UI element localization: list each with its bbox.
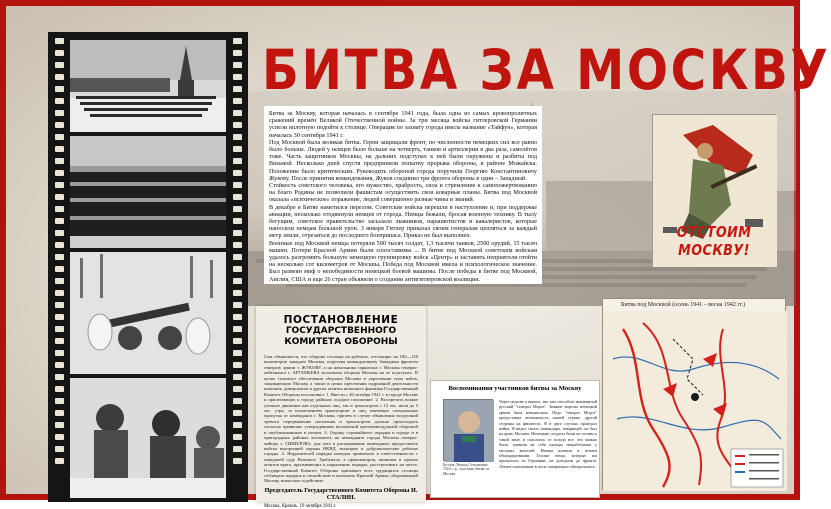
gko-decree-document	[256, 306, 426, 509]
history-paragraph: Битва за Москву, которая началась в сентябре 1941 года, была одна из самых кровопролитных сражений времён Великой Отечественной войны. За три месяца войска гитлеровской Германии успели вплотную подойти к столице. Операция по захвату города имела название «Тайфун», которая началась 30 сентября 1941 г.	[269, 110, 537, 139]
film-strip	[48, 32, 248, 502]
film-perforations-right	[229, 32, 245, 502]
decree-signature: Председатель Государственного Комитета Обороны И. СТАЛИН.	[264, 486, 418, 502]
map-graphic	[603, 299, 787, 491]
poster-slogan: ОТСТОИМ МОСКВУ!	[676, 223, 752, 259]
map-caption: Битва под Москвой (осень 1941 – весна 1942 гг.)	[621, 302, 746, 308]
photo-parade-red-square	[70, 40, 226, 132]
poster-board	[6, 6, 831, 509]
history-paragraph: Военные под Москвой немцы потеряли 500 тысяч солдат, 1,3 тысячи танков, 2500 орудий, 15 тысяч машин. Потери Красной Армии были сопоставимы ... В битве под Москвой советским войскам удалось разгромить большую немецкую группировку войск «Центр» и заставить неприятеля отойти на несколько сот километров от Москвы. Победа под Москвой имела и психологическое значение. Был развеян миф о непобедимости немецкой боевой машины. После победы в битве под Москвой, Англия, США и еще 26 стран объявили о создании антигитлеровской коалиции.	[269, 239, 537, 283]
page-title: БИТВА ЗА МОСКВУ	[262, 38, 831, 102]
veteran-memoir	[430, 380, 600, 498]
memoir-heading: Воспоминания участников битвы за Москву	[448, 385, 582, 392]
battle-map	[602, 298, 786, 490]
history-text-block	[264, 106, 542, 284]
history-paragraph: Под Москвой была великая битва. Герои защищали фронт, по численности немецких сил все равно было больше. Людей у немцев было больше на четверть, танков и артиллерии в два раза, самолётов тоже. Часть защитников Москвы, на дальних подступах к ней были окружены и разбиты под Вязьмой. Несколько дней спустя предприняли попытку прорыва обороны, в районе Можайска. Положение было критическим. Руководить обороной города поручили Георгию Константиновичу Жукову. После принятия командования, Жуков соединил три фронта обороны в один – Западный.	[269, 138, 537, 182]
photo-soldiers-in-trench	[70, 378, 226, 498]
history-paragraph: Стойкость советского человека, его мужество, храбрость, сила и стремление к самопожертвованию на благо Родины не позволили фашистам осуществить свои коварные планы. Битва под Москвой оказала «психическое» поражение, людей совершенно разные чины и званий.	[269, 182, 537, 204]
film-perforations-left	[51, 32, 67, 502]
decree-subheading: ГОСУДАРСТВЕННОГО КОМИТЕТА ОБОРОНЫ	[284, 326, 398, 347]
memoir-text: Через неделю я вышел, мы там способом знаменитый русский "генерал Мороз". Зимние морозы немецкой армии была невыносима. Подо "генерал Мороз" предоставил возможность нашей стране, другой стороны на фашистах. Я в двух случаях проиграл войне. Я видел своего командира, товарищей, он был на краю Москвы. Немецкие солдаты были не готовы к такой зиме, и спасались от холода все, что можно было, одевали на себя одежды награбленные у местных жителей. Немцы воевали в летнем обмундировании. Теплые вещи, которые им присылали из Германии, не доходили до фронта. Летнее пополнение в пути совершенно обморозилось.	[499, 399, 597, 469]
decree-body: Сим объявляется, что оборона столицы на рубежах, отстоящих на 100—120 километров западнее Москвы, поручена командующему Западным фронтом генералу армии т. ЖУКОВУ, а на начальника гарнизона г. Москвы генерал-лейтенанта т. АРТЕМЬЕВА возложена оборона Москвы на ее подступах. В целях тылового обеспечения обороны Москвы и укрепления тыла войск, защищающих Москву, а также в целях пресечения подрывной деятельности шпионов, диверсантов и других агентов немецкого фашизма Государственный Комитет Обороны постановил: 1. Ввести с 20 октября 1941 г. в городе Москве и прилегающих к городу районах осадное положение. 2. Воспретить всякое уличное движение как отдельных лиц, так и транспортов с 12 час. ночи до 5 час. утра, за исключением транспортов и лиц, имеющих специальные пропуска от коменданта г. Москвы, причем в случае объявления воздушной тревоги передвижение населения и транспортов должно происходить согласно правилам, утвержденным московской противовоздушной обороной и опубликованным в печати. 3. Охрану строжайшего порядка в городе и в пригородных районах возложить на коменданта города Москвы генерал-майора т. СИНИЛОВА, для чего в распоряжение коменданта предоставить войска внутренней охраны НКВД, милицию и добровольческие рабочие отряды. 4. Нарушителей порядка немедля привлекать к ответственности с передачей суду Военного Трибунала, а провокаторов, шпионов и прочих агентов врага, призывающих к нарушению порядка, расстреливать на месте. Государственный Комитет Обороны призывает всех трудящихся столицы соблюдать порядок и спокойствие и оказывать Красной Армии, обороняющей Москву, всяческое содействие.	[264, 354, 418, 484]
veteran-photo	[443, 399, 493, 461]
veteran-caption: Козлов Леонид Степанович 1924 г. р., участник битвы за Москву	[443, 463, 490, 476]
photo-artillery-in-snow	[70, 252, 226, 374]
propaganda-poster	[652, 114, 776, 266]
history-paragraph: В декабре в Битве наметился перелом. Советские войска перешли в наступление и, при поддержке авиации, несколько отодвинули немцев от города. Немцы бежали, бросая военную технику. В тылу бегущим, советское правительство засылало лыжников, парашютистов и кавалеристов, которые наносили немцам большой урон. 3 января Гитлер приказал своим генералам цепляться за каждый метр земли, отрезаться до последнего боеприпаса. Приказ не был выполнен.	[269, 203, 537, 240]
decree-footer: Москва, Кремль. 19 октября 1941 г.	[264, 503, 337, 509]
photo-soldiers-marching	[70, 136, 226, 248]
decree-heading: ПОСТАНОВЛЕНИЕ	[283, 314, 399, 326]
